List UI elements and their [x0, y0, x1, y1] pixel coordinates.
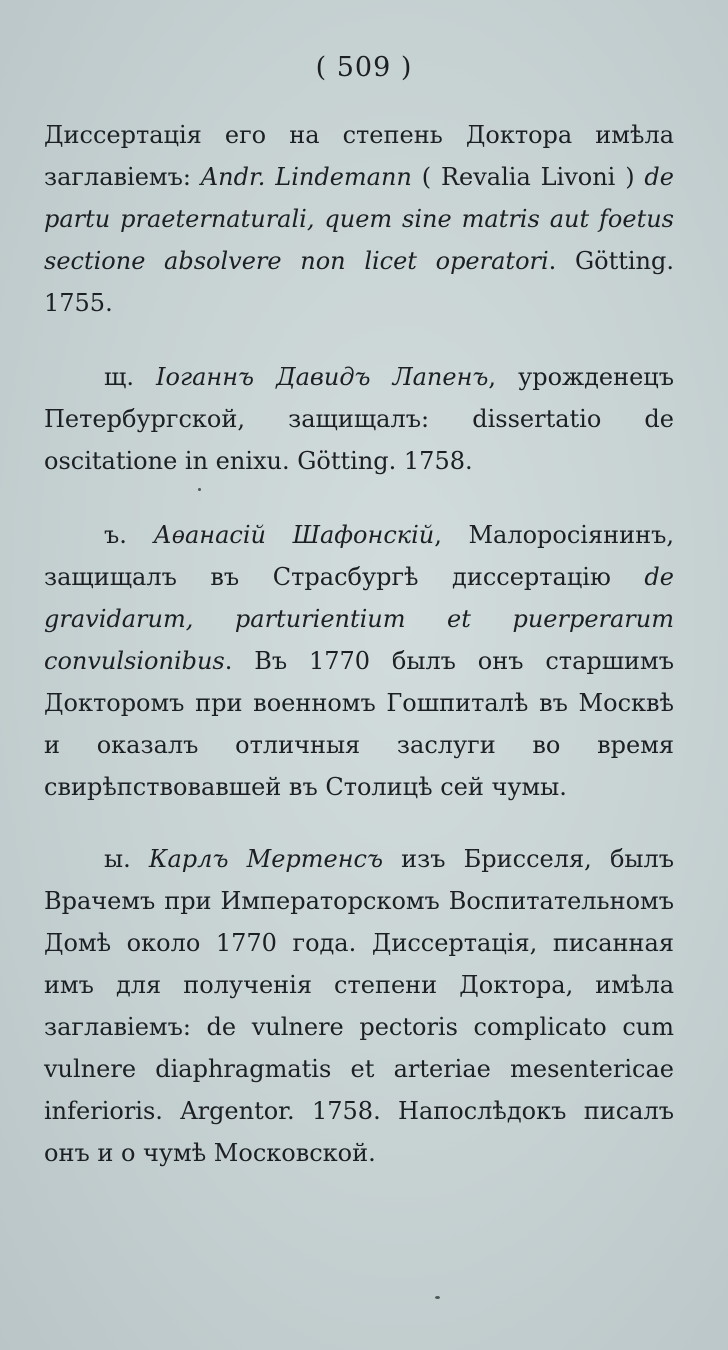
- paragraph-2-body: , урожденецъ Петербургской, защищалъ: dissertatio de oscitatione in enixu. Götting. 1758.: [44, 363, 674, 475]
- page-number: ( 509 ): [315, 52, 413, 83]
- paragraph-3-text: [44, 514, 674, 808]
- paper-speck: [198, 488, 201, 491]
- paragraph-2-name: Іоганнъ Давидъ Лапенъ: [156, 363, 489, 391]
- paragraph-4-body: изъ Брисселя, былъ Врачемъ при Императорскомъ Воспитательномъ Домѣ около 1770 года. Диссертація, писанная имъ для полученія степени Доктора, имѣла заглавіемъ: de vulnere pectoris complicato cum vulnere diaphragmatis et arteriae mesentericae inferioris. Argentor. 1758. Напослѣдокъ писалъ онъ и о чумѣ Московской.: [44, 845, 675, 1167]
- paragraph-entry-yer: [44, 514, 674, 808]
- paper-speck: [435, 1296, 440, 1299]
- paragraph-1-part-3: ( Revalia Livoni ): [411, 163, 645, 191]
- paragraph-3-label: ъ.: [104, 521, 127, 549]
- paragraph-3-part-4: . Въ 1770 былъ онъ старшимъ Докторомъ при военномъ Гошпиталѣ въ Москвѣ и оказалъ отличныя заслуги во время свирѣпствовавшей въ Столицѣ сей чумы.: [44, 647, 674, 801]
- paragraph-2-label: щ.: [104, 363, 134, 391]
- paragraph-4-text: [44, 838, 674, 1174]
- paragraph-3-part-2: , Малоросіянинъ, защищалъ въ Страсбургѣ диссертацію: [44, 521, 674, 591]
- paragraph-3-name: Аѳанасій Шафонскій: [153, 521, 435, 549]
- paragraph-1-part-4: de partu praeternaturali, quem sine matris aut foetus sectione absolvere non licet operatori: [44, 163, 674, 275]
- paragraph-3-part-3: de gravidarum, parturientium et puerperarum convulsionibus: [44, 563, 674, 675]
- paragraph-1-part-5: . Götting. 1755.: [44, 247, 675, 317]
- paragraph-2-text: [44, 356, 674, 482]
- paragraph-1-part-2: Andr. Lindemann: [200, 163, 412, 191]
- paragraph-1-part-1: Диссертація его на степень Доктора имѣла заглавіемъ:: [44, 121, 674, 191]
- paragraph-4-label: ы.: [104, 845, 131, 873]
- paragraph-continuation: [44, 114, 674, 324]
- paragraph-entry-yery: [44, 838, 674, 1174]
- paragraph-entry-shcha: [44, 356, 674, 482]
- paragraph-1-text: [44, 114, 674, 324]
- paragraph-4-name: Карлъ Мертенсъ: [148, 845, 383, 873]
